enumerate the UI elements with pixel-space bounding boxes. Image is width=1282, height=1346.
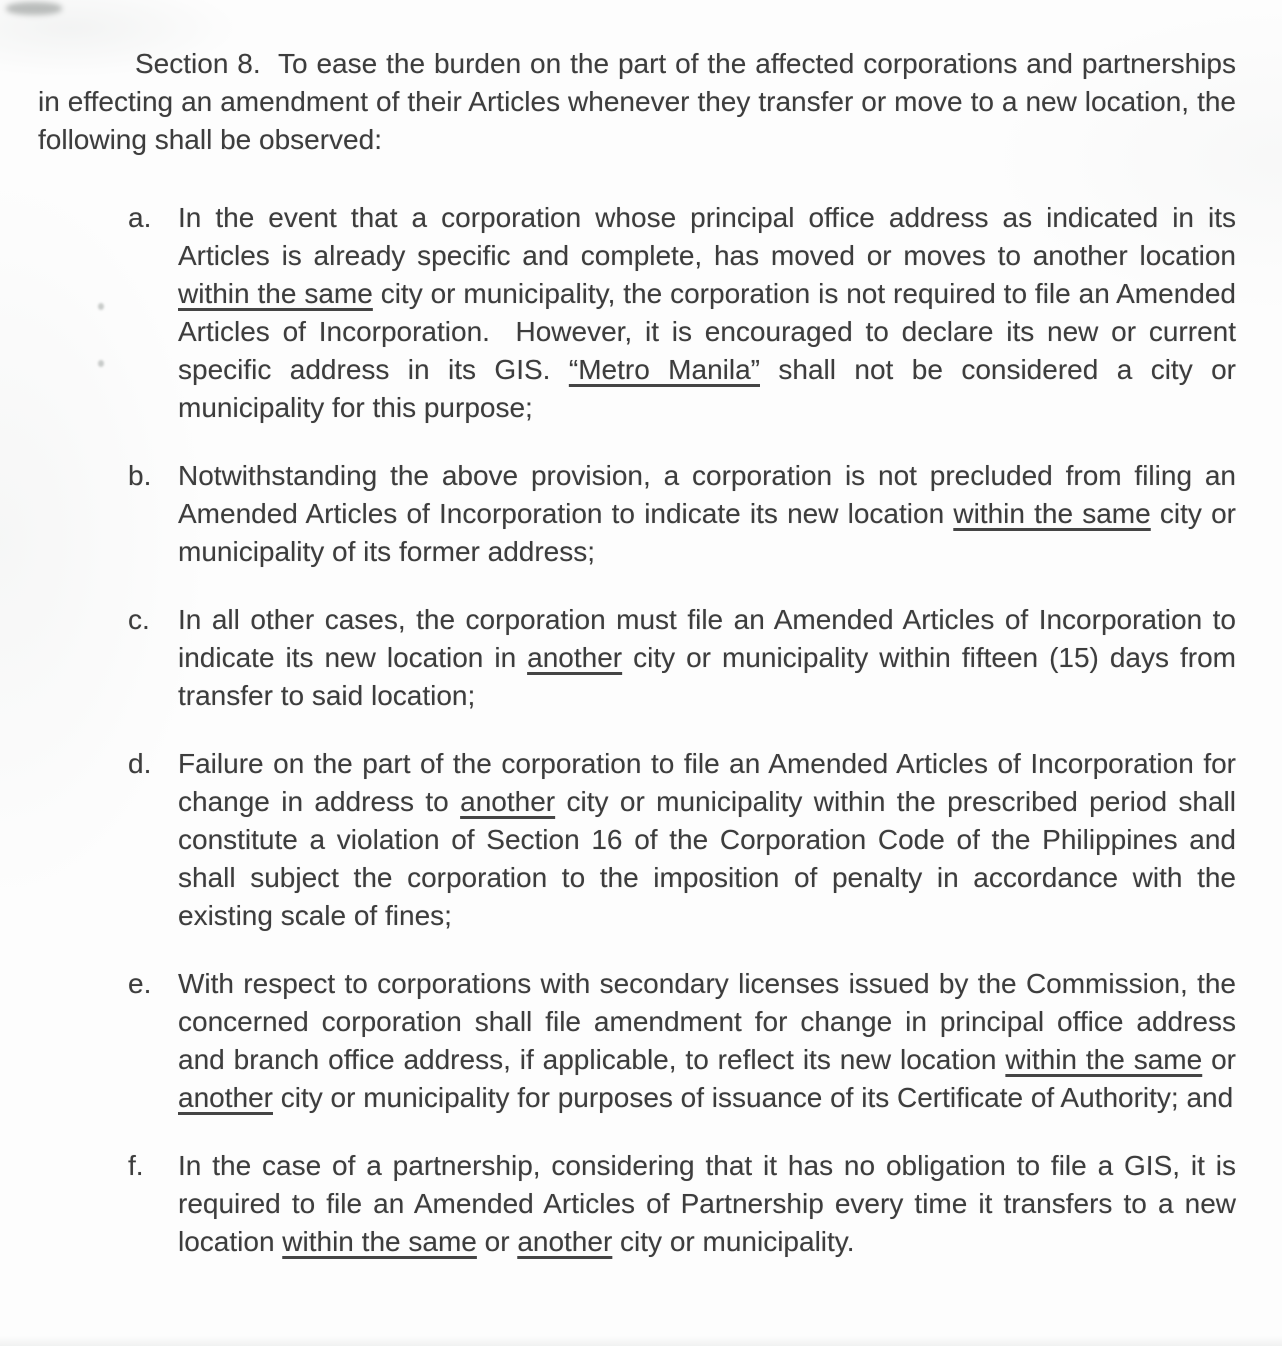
list-item	[128, 601, 1236, 715]
list-item	[128, 745, 1236, 935]
item-text: With respect to corporations with secondary licenses issued by the Commission, the concerned corporation shall file amendment for change in principal office address and branch office address, if applicable, to reflect its new location within the same or another city or municipality for purposes of issuance of its Certificate of Authority; and	[178, 968, 1236, 1113]
list-item	[128, 1147, 1236, 1261]
scan-artifact-speck	[98, 360, 104, 367]
item-text: In the case of a partnership, considering that it has no obligation to file a GIS, it is required to file an Amended Articles of Partnership every time it transfers to a new location within the same or another city or municipality.	[178, 1150, 1236, 1257]
list-item	[128, 965, 1236, 1117]
item-label: e.	[128, 968, 152, 999]
item-label: f.	[128, 1150, 144, 1181]
item-text: In the event that a corporation whose principal office address as indicated in its Articles is already specific and complete, has moved or moves to another location within the same city or municipality, the corporation is not required to file an Amended Articles of Incorporation. However, it is encouraged to declare its new or current specific address in its GIS. “Metro Manila” shall not be considered a city or municipality for this purpose;	[178, 202, 1237, 423]
item-label: d.	[128, 748, 152, 779]
scan-artifact-smudge	[6, 2, 62, 15]
item-label: b.	[128, 460, 152, 491]
list-item	[128, 457, 1236, 571]
intro-paragraph: Section 8. To ease the burden on the part of the affected corporations and partnerships in effecting an amendment of their Articles whenever they transfer or move to a new location, the following shall be observed:	[38, 48, 1236, 155]
item-text: In all other cases, the corporation must file an Amended Articles of Incorporation to indicate its new location in another city or municipality within fifteen (15) days from transfer to said location;	[178, 604, 1236, 711]
item-text: Notwithstanding the above provision, a corporation is not precluded from filing an Amended Articles of Incorporation to indicate its new location within the same city or municipality of its former address;	[178, 460, 1236, 567]
item-text: Failure on the part of the corporation to file an Amended Articles of Incorporation for change in address to another city or municipality within the prescribed period shall constitute a violation of Section 16 of the Corporation Code of the Philippines and shall subject the corporation to the imposition of penalty in accordance with the existing scale of fines;	[178, 748, 1236, 931]
list-item	[128, 199, 1236, 427]
item-label: a.	[128, 202, 152, 233]
item-label: c.	[128, 604, 150, 635]
scan-artifact-speck	[98, 303, 104, 310]
item-list	[128, 199, 1236, 1261]
